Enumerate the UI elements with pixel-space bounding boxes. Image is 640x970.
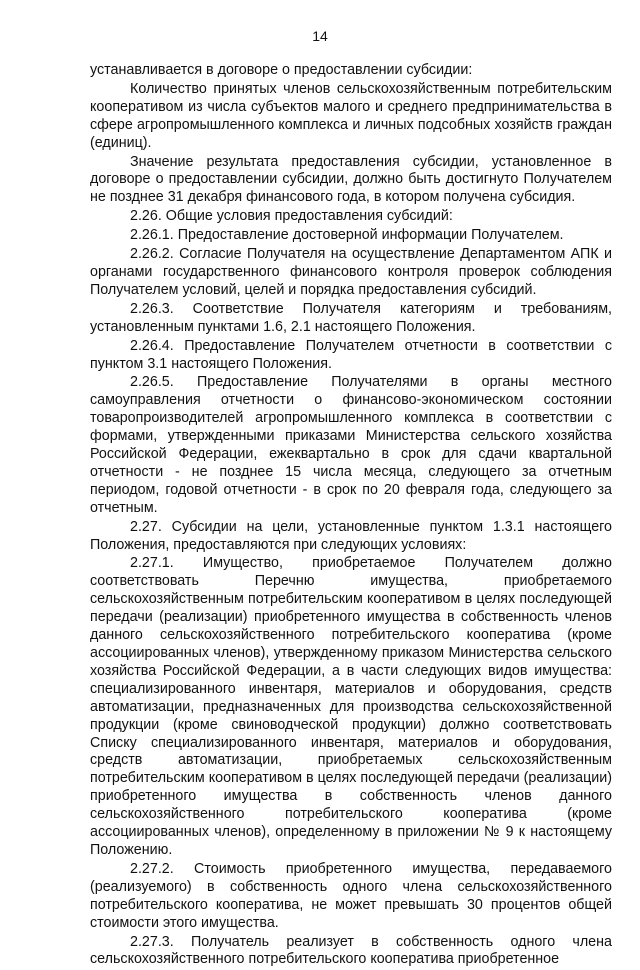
paragraph-2-26-3: 2.26.3. Соответствие Получателя категориям и требованиям, установленным пунктами 1.6, 2.1 настоящего Положения. bbox=[90, 300, 612, 335]
paragraph-2-26-2: 2.26.2. Согласие Получателя на осуществление Департаментом АПК и органами государственного финансового контроля проверок соблюдения Получателем условий, целей и порядка предоставления субсидий. bbox=[90, 246, 612, 298]
paragraph-2-26: 2.26. Общие условия предоставления субсидий: bbox=[130, 208, 453, 225]
paragraph-result-deadline: Значение результата предоставления субсидии, установленное в договоре о предоставлении субсидии, должно быть достигнуто Получателем не позднее 31 декабря финансового года, в котором получена субсидия. bbox=[90, 153, 612, 206]
paragraph-2-27-3: 2.27.3. Получатель реализует в собственность одного члена сельскохозяйственного потребительского кооператива приобретенное bbox=[90, 933, 612, 968]
paragraph-2-26-4: 2.26.4. Предоставление Получателем отчетности в соответствии с пунктом 3.1 настоящего Положения. bbox=[90, 337, 612, 372]
page-number: 14 bbox=[312, 28, 328, 44]
paragraph-2-26-1: 2.26.1. Предоставление достоверной информации Получателем. bbox=[130, 227, 564, 244]
paragraph-2-26-5: 2.26.5. Предоставление Получателями в органы местного самоуправления отчетности о финансово-экономическом состоянии товаропроизводителей агропромышленного комплекса в соответствии с формами, утвержденными приказами Министерства сельского хозяйства Российской Федерации, ежеквартально в срок для сдачи квартальной отчетности - не позднее 15 числа месяца, следующего за отчетным периодом, годовой отчетности - в срок по 20 февраля года, следующего за отчетным. bbox=[90, 374, 612, 516]
paragraph-result-indicator: Количество принятых членов сельскохозяйственным потребительским кооперативом из числа субъектов малого и среднего предпринимательства в сфере агропромышленного комплекса и личных подсобных хозяйств граждан (единиц). bbox=[90, 80, 612, 151]
paragraph-2-27: 2.27. Субсидии на цели, установленные пунктом 1.3.1 настоящего Положения, предоставляются при следующих условиях: bbox=[90, 518, 612, 553]
document-body bbox=[90, 62, 612, 970]
paragraph-intro-continuation: устанавливается в договоре о предоставлении субсидии: bbox=[90, 62, 473, 78]
paragraph-2-27-2: 2.27.2. Стоимость приобретенного имущества, передаваемого (реализуемого) в собственность одного члена сельскохозяйственного потребительского кооператива, не может превышать 30 процентов общей стоимости этого имущества. bbox=[90, 860, 612, 931]
paragraph-2-27-1: 2.27.1. Имущество, приобретаемое Получателем должно соответствовать Перечню имущества, приобретаемого сельскохозяйственным потребительским кооперативом в целях последующей передачи (реализации) приобретенного имущества в собственность членов данного сельскохозяйственного потребительского кооператива (кроме ассоциированных членов), утвержденному приказом Министерства сельского хозяйства Российской Федерации, а в части следующих видов имущества: специализированного инвентаря, материалов и оборудования, средств автоматизации, предназначенных для производства сельскохозяйственной продукции (кроме свиноводческой продукции) должно соответствовать Списку специализированного инвентаря, материалов и оборудования, средств автоматизации, приобретаемых сельскохозяйственным потребительским кооперативом в целях последующей передачи (реализации) приобретенного имущества в собственность членов данного сельскохозяйственного потребительского кооператива (кроме ассоциированных членов), определенному в приложении № 9 к настоящему Положению. bbox=[90, 555, 612, 858]
